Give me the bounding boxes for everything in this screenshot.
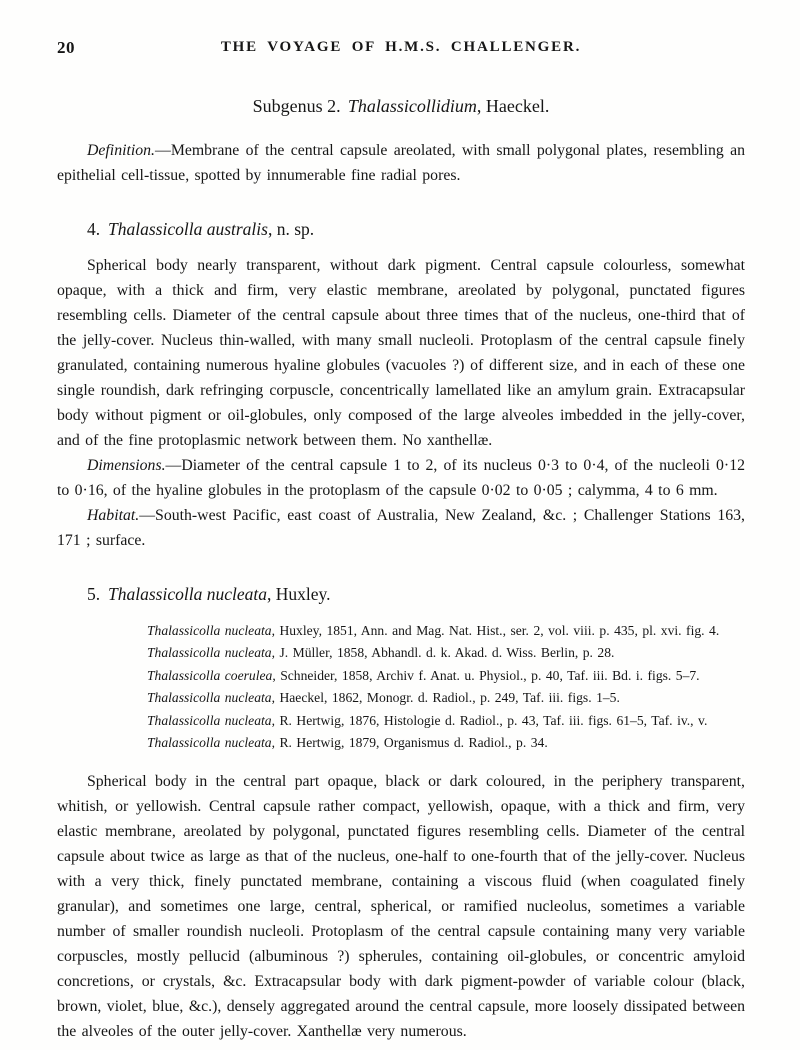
- definition-label: Definition.: [87, 142, 156, 159]
- definition-paragraph: [57, 138, 745, 188]
- synonymy-species-name: Thalassicolla nucleata: [147, 690, 272, 706]
- synonymy-entry: [147, 620, 745, 642]
- synonymy-citation: , Haeckel, 1862, Monogr. d. Radiol., p. 249, Taf. iii. figs. 1–5.: [271, 690, 620, 706]
- synonymy-species-name: Thalassicolla coerulea: [147, 667, 273, 683]
- subgenus-name: Thalassicollidium: [347, 96, 477, 116]
- species-5-description: Spherical body in the central part opaque, black or dark coloured, in the periphery transparent, whitish, or yellowish. Central capsule rather compact, yellowish, opaque, with a thick and firm, very elastic membrane, areolated by polygonal, punctated figures resembling cells. Diameter of the central capsule about twice as large as that of the nucleus, one-half to one-fourth that of the jelly-cover. Nucleus with a very thick, finely punctated membrane, containing a viscous fluid (when coagulated finely granular), and sometimes one large, central, spherical, or ramified nucleolus, sometimes a variable number of smaller roundish nucleoli. Protoplasm of the central capsule containing many very variable corpuscles, mostly pellucid (albuminous ?) spherules, containing oil-globules, or concentric amyloid concretions, or crystals, &c. Extracapsular body with dark pigment-powder of variable colour (black, brown, violet, blue, &c.), densely aggregated around the central capsule, more loosely dissipated between the alveoles of the outer jelly-cover. Xanthellæ very numerous.: [57, 773, 745, 1041]
- species-4-description: Spherical body nearly transparent, without dark pigment. Central capsule colourless, somewhat opaque, with a thick and firm, very elastic membrane, areolated by polygonal, punctated figures resembling cells. Diameter of the central capsule about three times that of the nucleus, one-third that of the jelly-cover. Nucleus thin-walled, with many small nucleoli. Protoplasm of the central capsule finely granulated, containing numerous hyaline globules (vacuoles ?) of different size, and in each of these one single roundish, dark refringing corpuscle, concentrically lamellated like an amylum grain. Extracapsular body without pigment or oil-globules, only composed of the large alveoles imbedded in the jelly-cover, and of the fine protoplasmic network between them. No xanthellæ.: [57, 257, 745, 449]
- running-title: THE VOYAGE OF H.M.S. CHALLENGER.: [220, 39, 582, 55]
- synonymy-entry: [147, 642, 745, 664]
- synonymy-citation: , R. Hertwig, 1879, Organismus d. Radiol., p. 34.: [271, 735, 548, 751]
- synonymy-species-name: Thalassicolla nucleata: [147, 623, 272, 638]
- species-5-suffix: , Huxley.: [266, 584, 331, 604]
- synonymy-entry: [147, 665, 745, 687]
- species-4-suffix: , n. sp.: [267, 219, 315, 239]
- subgenus-heading: [57, 96, 745, 117]
- synonymy-citation: , J. Müller, 1858, Abhandl. d. k. Akad. d. Wiss. Berlin, p. 28.: [271, 645, 615, 661]
- synonymy-species-name: Thalassicolla nucleata: [147, 712, 272, 728]
- synonymy-species-name: Thalassicolla nucleata: [147, 735, 272, 751]
- habitat-label: Habitat.: [87, 507, 140, 524]
- subgenus-label: Subgenus 2.: [252, 96, 341, 116]
- synonymy-list: [147, 620, 745, 754]
- synonymy-entry: [147, 710, 745, 732]
- species-4-dimensions: [57, 453, 745, 503]
- synonymy-citation: , Huxley, 1851, Ann. and Mag. Nat. Hist., ser. 2, vol. viii. p. 435, pl. xvi. fig. 4.: [271, 623, 720, 638]
- dimensions-text: —Diameter of the central capsule 1 to 2, of its nucleus 0·3 to 0·4, of the nucleoli 0·12 to 0·16, of the hyaline globules in the protoplasm of the capsule 0·02 to 0·05 ; calymma, 4 to 6 mm.: [57, 457, 745, 499]
- species-4-name: Thalassicolla australis: [108, 219, 268, 239]
- synonymy-citation: , R. Hertwig, 1876, Histologie d. Radiol., p. 43, Taf. iii. figs. 61–5, Taf. iv., v.: [271, 712, 708, 728]
- dimensions-label: Dimensions.: [87, 457, 166, 474]
- synonymy-entry: [147, 687, 745, 709]
- synonymy-species-name: Thalassicolla nucleata: [147, 645, 272, 661]
- definition-text: —Membrane of the central capsule areolated, with small polygonal plates, resembling an epithelial cell-tissue, spotted by innumerable fine radial pores.: [57, 142, 745, 184]
- habitat-text: —South-west Pacific, east coast of Australia, New Zealand, &c. ; Challenger Stations 163, 171 ; surface.: [57, 507, 745, 549]
- species-5-name: Thalassicolla nucleata: [108, 584, 267, 604]
- species-heading-5: [87, 584, 745, 605]
- running-head: [57, 38, 745, 60]
- species-heading-4: [87, 219, 745, 240]
- page-number: 20: [57, 38, 75, 57]
- species-5-number: 5.: [87, 584, 101, 604]
- synonymy-citation: , Schneider, 1858, Archiv f. Anat. u. Physiol., p. 40, Taf. iii. Bd. i. figs. 5–7.: [272, 667, 700, 683]
- synonymy-entry: [147, 732, 745, 754]
- species-4-number: 4.: [87, 219, 101, 239]
- subgenus-author: , Haeckel.: [476, 96, 550, 116]
- species-4-habitat: [57, 503, 745, 553]
